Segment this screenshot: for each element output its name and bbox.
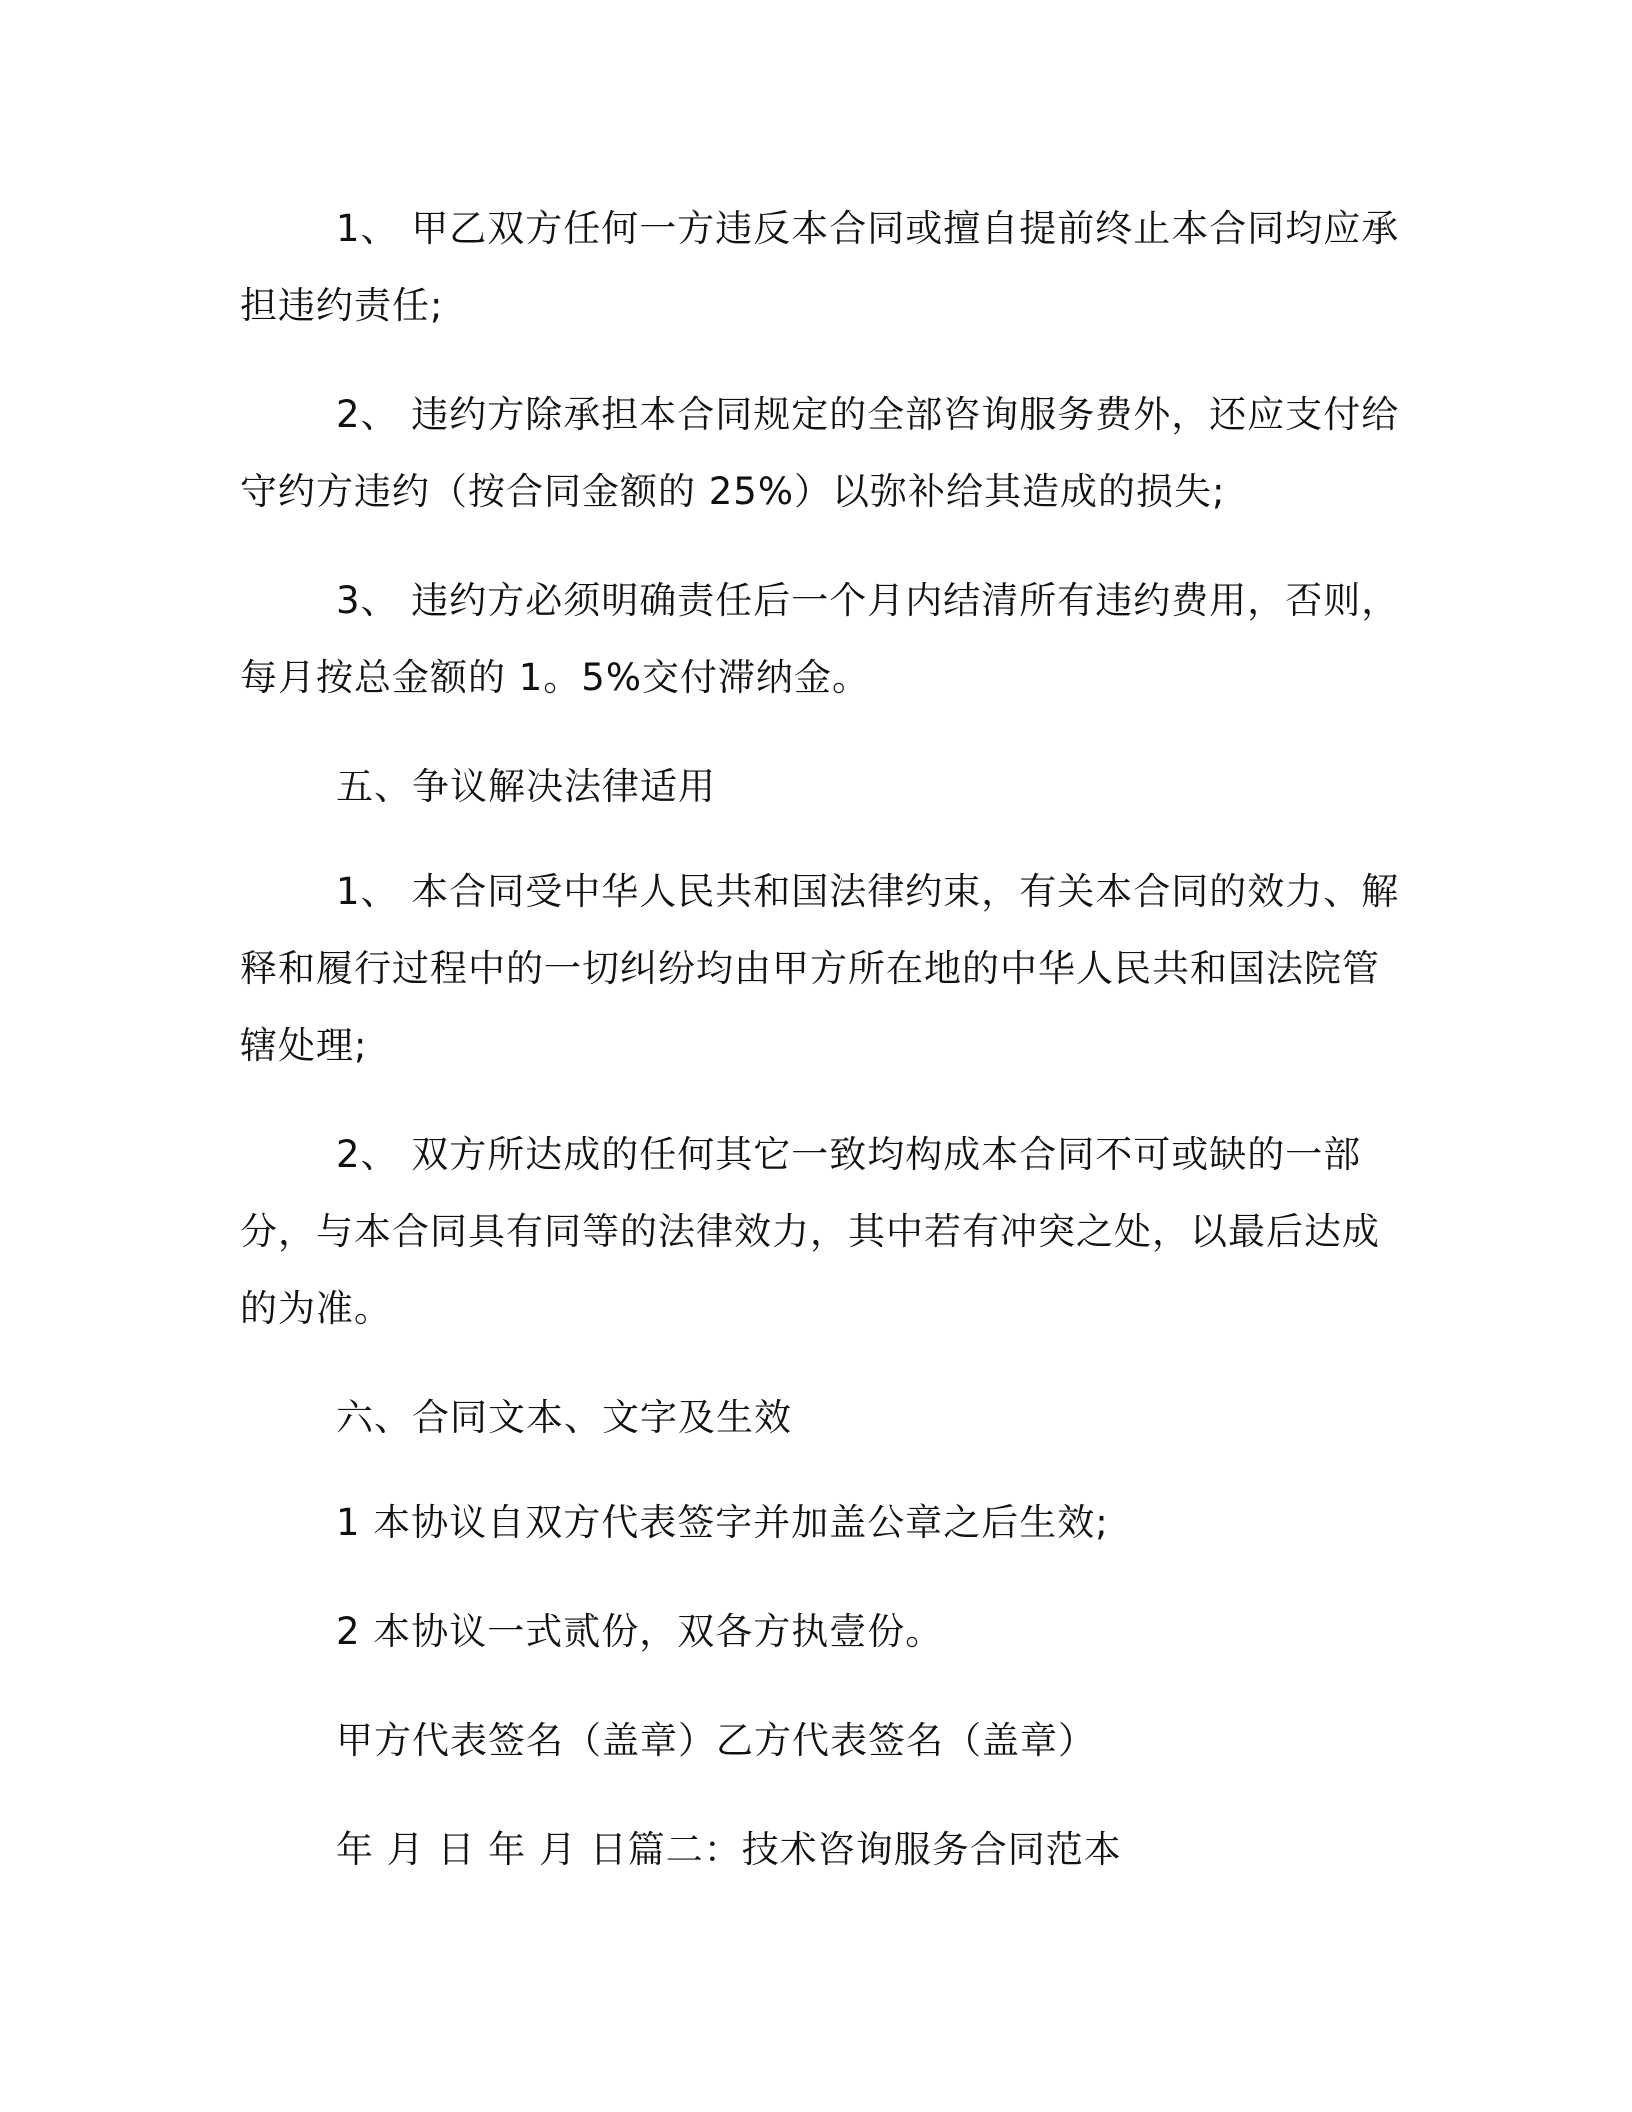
- date-line: 年 月 日 年 月 日篇二：技术咨询服务合同范本: [336, 1828, 1122, 1871]
- clause-late-fee: 3、 违约方必须明确责任后一个月内结清所有违约费用，否则，每月按总金额的 1。5%交付滞纳金。: [240, 579, 1400, 699]
- clause-other-agreements: 2、 双方所达成的任何其它一致均构成本合同不可或缺的一部分，与本合同具有同等的法律效力，其中若有冲突之处，以最后达成的为准。: [240, 1133, 1380, 1330]
- document-body: [240, 190, 1400, 1920]
- clause-breach-liability: 1、 甲乙双方任何一方违反本合同或擅自提前终止本合同均应承担违约责任;: [240, 207, 1400, 327]
- signature-line: 甲方代表签名（盖章）乙方代表签名（盖章）: [336, 1719, 1096, 1762]
- section-heading-text-effect: 六、合同文本、文字及生效: [336, 1396, 792, 1439]
- section-heading-dispute: 五、争议解决法律适用: [336, 765, 716, 808]
- clause-breach-compensation: 2、 违约方除承担本合同规定的全部咨询服务费外，还应支付给守约方违约（按合同金额的 25%）以弥补给其造成的损失;: [240, 393, 1400, 513]
- clause-governing-law: 1、 本合同受中华人民共和国法律约束，有关本合同的效力、解释和履行过程中的一切纠纷均由甲方所在地的中华人民共和国法院管辖处理;: [240, 870, 1400, 1067]
- clause-copies: 2 本协议一式贰份，双各方执壹份。: [336, 1610, 944, 1653]
- clause-effective-date: 1 本协议自双方代表签字并加盖公章之后生效;: [336, 1501, 1109, 1544]
